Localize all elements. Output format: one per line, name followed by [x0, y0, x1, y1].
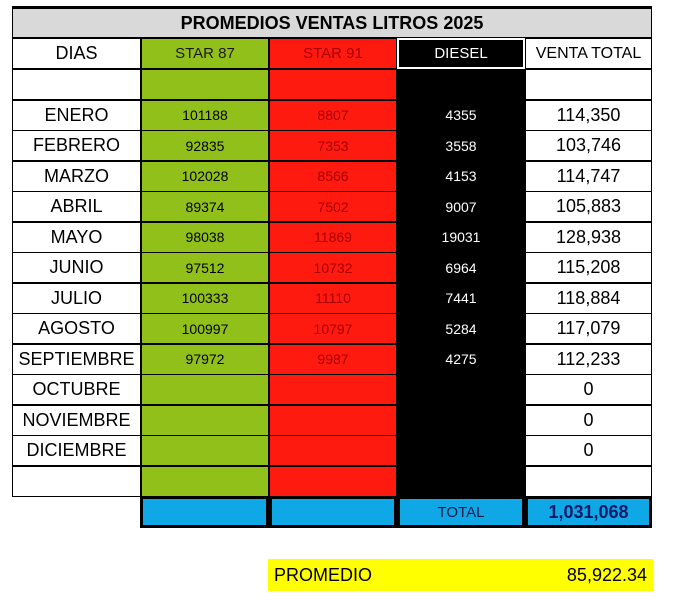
diesel-cell [397, 466, 525, 497]
total-label: TOTAL [397, 496, 525, 528]
venta-total-cell: 0 [525, 435, 652, 466]
venta-total-cell: 103,746 [525, 130, 652, 161]
diesel-cell: 7441 [397, 283, 525, 314]
star87-cell [141, 374, 269, 405]
month-cell: JUNIO [12, 252, 141, 283]
venta-total-cell: 117,079 [525, 313, 652, 344]
diesel-cell [397, 69, 525, 100]
venta-total-cell: 112,233 [525, 344, 652, 375]
total-blank-star87 [140, 496, 269, 528]
star91-cell [269, 69, 397, 100]
diesel-cell [397, 374, 525, 405]
month-cell: FEBRERO [12, 130, 141, 161]
month-cell [12, 69, 141, 100]
star91-cell [269, 466, 397, 497]
diesel-cell: 4355 [397, 100, 525, 131]
diesel-cell: 4275 [397, 344, 525, 375]
star87-cell: 100997 [141, 313, 269, 344]
total-row [140, 496, 652, 528]
diesel-cell: 3558 [397, 130, 525, 161]
star91-cell: 7353 [269, 130, 397, 161]
venta-total-cell [525, 69, 652, 100]
star87-cell: 97512 [141, 252, 269, 283]
venta-total-cell: 0 [525, 405, 652, 436]
star87-cell [141, 69, 269, 100]
star91-cell: 11110 [269, 283, 397, 314]
star87-cell: 101188 [141, 100, 269, 131]
star87-cell [141, 466, 269, 497]
month-cell: ENERO [12, 100, 141, 131]
star87-cell: 92835 [141, 130, 269, 161]
total-value: 1,031,068 [525, 496, 652, 528]
venta-total-cell: 118,884 [525, 283, 652, 314]
header-star87: STAR 87 [141, 38, 269, 69]
star91-cell [269, 374, 397, 405]
promedio-bar [268, 559, 653, 591]
venta-total-cell [525, 466, 652, 497]
venta-total-cell: 114,350 [525, 100, 652, 131]
star91-cell: 10797 [269, 313, 397, 344]
month-cell: AGOSTO [12, 313, 141, 344]
venta-total-cell: 115,208 [525, 252, 652, 283]
diesel-cell: 6964 [397, 252, 525, 283]
diesel-cell: 4153 [397, 161, 525, 192]
header-diesel: DIESEL [397, 38, 525, 69]
star91-cell [269, 405, 397, 436]
month-cell: ABRIL [12, 191, 141, 222]
diesel-cell [397, 435, 525, 466]
diesel-cell: 19031 [397, 222, 525, 253]
month-cell: MAYO [12, 222, 141, 253]
table-title: PROMEDIOS VENTAS LITROS 2025 [12, 8, 652, 38]
promedio-label: PROMEDIO [274, 564, 373, 585]
venta-total-cell: 105,883 [525, 191, 652, 222]
month-cell: SEPTIEMBRE [12, 344, 141, 375]
total-blank-star91 [269, 496, 397, 528]
star91-cell: 8566 [269, 161, 397, 192]
star87-cell [141, 435, 269, 466]
star91-cell: 7502 [269, 191, 397, 222]
header-dias: DIAS [12, 38, 141, 69]
promedio-value: 85,922.34 [566, 564, 647, 585]
diesel-cell: 9007 [397, 191, 525, 222]
star91-cell [269, 435, 397, 466]
venta-total-cell: 128,938 [525, 222, 652, 253]
star87-cell: 98038 [141, 222, 269, 253]
month-cell: NOVIEMBRE [12, 405, 141, 436]
star91-cell: 9987 [269, 344, 397, 375]
star91-cell: 10732 [269, 252, 397, 283]
star87-cell [141, 405, 269, 436]
header-venta-total: VENTA TOTAL [525, 38, 652, 69]
month-cell [12, 466, 141, 497]
month-cell: DICIEMBRE [12, 435, 141, 466]
header-star91: STAR 91 [269, 38, 397, 69]
month-cell: MARZO [12, 161, 141, 192]
star87-cell: 89374 [141, 191, 269, 222]
star87-cell: 97972 [141, 344, 269, 375]
diesel-cell [397, 405, 525, 436]
star91-cell: 8807 [269, 100, 397, 131]
diesel-cell: 5284 [397, 313, 525, 344]
venta-total-cell: 0 [525, 374, 652, 405]
venta-total-cell: 114,747 [525, 161, 652, 192]
star87-cell: 102028 [141, 161, 269, 192]
month-cell: JULIO [12, 283, 141, 314]
month-cell: OCTUBRE [12, 374, 141, 405]
star91-cell: 11869 [269, 222, 397, 253]
star87-cell: 100333 [141, 283, 269, 314]
